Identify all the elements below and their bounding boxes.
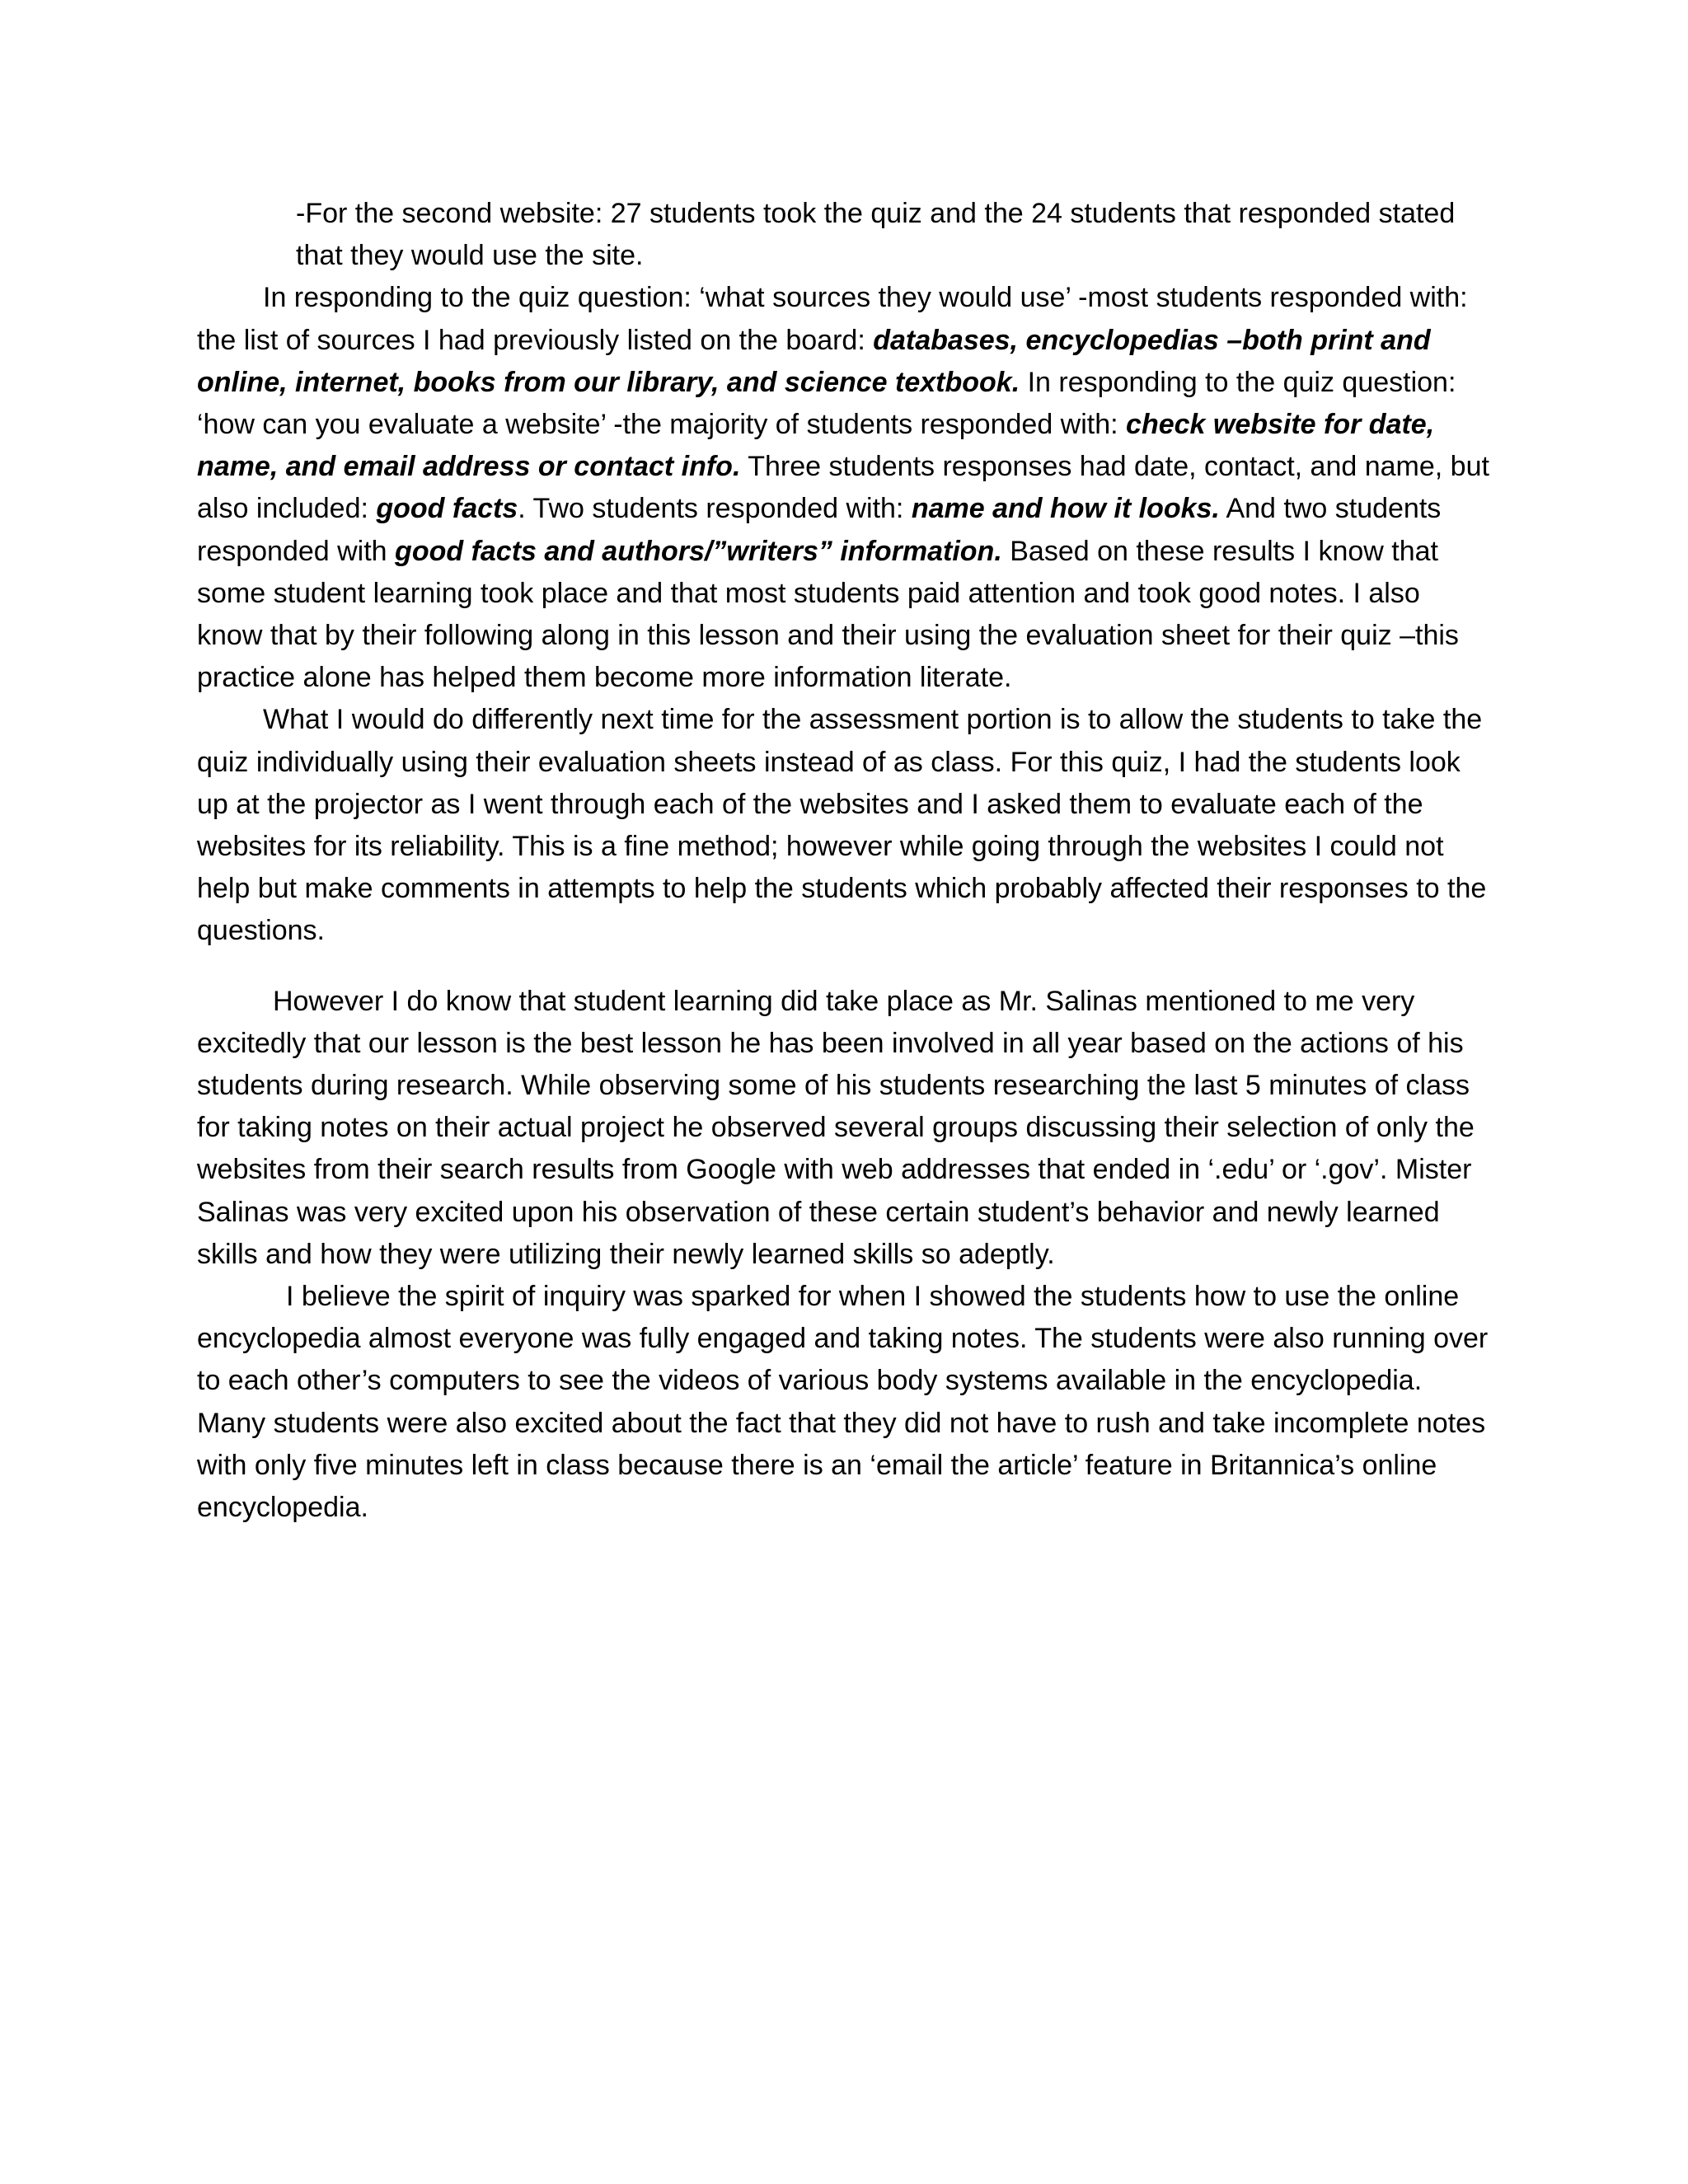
quiz-responses-paragraph	[197, 277, 1491, 699]
assessment-changes-paragraph	[197, 699, 1491, 952]
good-facts-emphasis: good facts	[376, 493, 518, 525]
quiz-responses-text-1: In responding to the quiz question: ‘what sources they would use’ -most students responded with: the list of sources I had previously listed on the board:	[197, 282, 1468, 356]
quiz-responses-text-3: Three students responses had date, contact, and name, but also included:	[197, 451, 1489, 525]
quiz-responses-text-2: In responding to the quiz question: ‘how can you evaluate a website’ -the majority of students responded with:	[197, 366, 1456, 441]
quiz-responses-text-6: Based on these results I know that some student learning took place and that most students paid attention and took good notes. I also know that by their following along in this lesson and their using the evaluation sheet for their quiz –this practice alone has helped them become more information literate.	[197, 535, 1459, 694]
spirit-of-inquiry-text: I believe the spirit of inquiry was sparked for when I showed the students how to use the online encyclopedia almost everyone was fully engaged and taking notes. The students were also running over to each other’s computers to see the videos of various body systems available in the encyclopedia. Many students were also excited about the fact that they did not have to rush and take incomplete notes with only five minutes left in class because there is an ‘email the article’ feature in Britannica’s online encyclopedia.	[197, 1281, 1489, 1524]
second-website-result-paragraph	[197, 193, 1491, 277]
second-website-result-text: -For the second website: 27 students took the quiz and the 24 students that responded stated that they would use the site.	[296, 198, 1456, 272]
assessment-changes-text: What I would do differently next time for the assessment portion is to allow the students to take the quiz individually using their evaluation sheets instead of as class. For this quiz, I had the students look up at the projector as I went through each of the websites and I asked them to evaluate each of the websites for its reliability. This is a fine method; however while going through the websites I could not help but make comments in attempts to help the students which probably affected their responses to the questions.	[197, 704, 1487, 947]
name-and-looks-emphasis: name and how it looks.	[911, 493, 1220, 525]
spirit-of-inquiry-paragraph	[197, 1276, 1491, 1529]
student-learning-paragraph	[197, 981, 1491, 1276]
document-body	[197, 193, 1491, 1529]
sources-list-emphasis: databases, encyclopedias –both print and online, internet, books from our library, and science textbook.	[197, 324, 1431, 398]
authors-information-emphasis: good facts and authors/”writers” information.	[395, 535, 1002, 567]
evaluation-criteria-emphasis: check website for date, name, and email address or contact info.	[197, 409, 1435, 483]
quiz-responses-text-4: . Two students responded with:	[518, 493, 912, 525]
quiz-responses-text-5: And two students responded with	[197, 493, 1442, 567]
student-learning-text: However I do know that student learning did take place as Mr. Salinas mentioned to me very excitedly that our lesson is the best lesson he has been involved in all year based on the actions of his students during research. While observing some of his students researching the last 5 minutes of class for taking notes on their actual project he observed several groups discussing their selection of only the websites from their search results from Google with web addresses that ended in ‘.edu’ or ‘.gov’. Mister Salinas was very excited upon his observation of these certain student’s behavior and newly learned skills and how they were utilizing their newly learned skills so adeptly.	[197, 985, 1475, 1270]
